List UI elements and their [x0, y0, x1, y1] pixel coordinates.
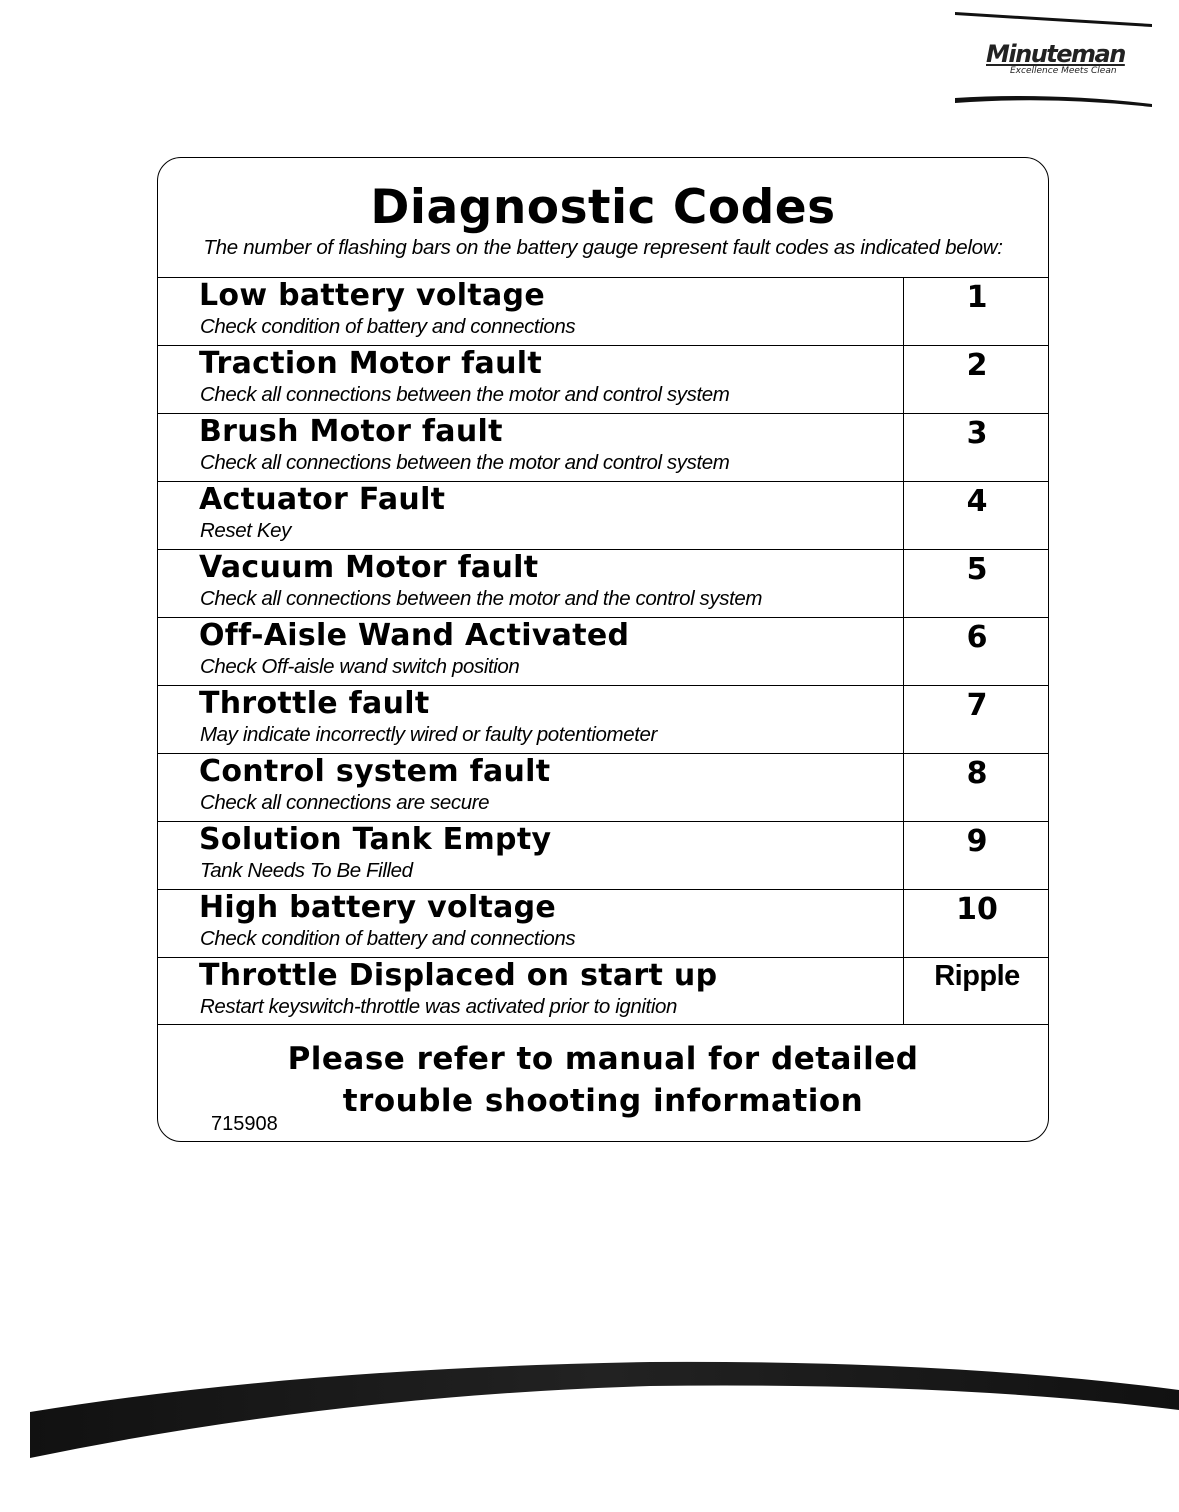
fault-name: Solution Tank Empty: [199, 822, 552, 857]
fault-description: Reset Key: [200, 519, 291, 542]
fault-name: Low battery voltage: [199, 278, 545, 313]
fault-description: Check condition of battery and connections: [200, 927, 576, 950]
table-row: [158, 277, 1048, 345]
fault-description: Tank Needs To Be Filled: [200, 859, 413, 882]
fault-code: 4: [903, 482, 1049, 549]
fault-name: Control system fault: [199, 754, 551, 789]
fault-name: Actuator Fault: [199, 482, 446, 517]
fault-code: Ripple: [903, 958, 1049, 1024]
minuteman-logo: [950, 8, 1160, 108]
footer-line-2: trouble shooting information: [342, 1083, 864, 1119]
table-row: [158, 821, 1048, 889]
fault-description: Check condition of battery and connections: [200, 315, 576, 338]
footer-line-1: Please refer to manual for detailed: [287, 1041, 919, 1077]
bottom-swoosh-graphic: [0, 1340, 1179, 1512]
fault-name: Off-Aisle Wand Activated: [199, 618, 630, 653]
fault-name: Vacuum Motor fault: [199, 550, 539, 585]
fault-description: Check all connections between the motor and control system: [200, 383, 730, 406]
diagnostic-codes-card: [157, 157, 1049, 1142]
manual-reference-note: [158, 1038, 1048, 1122]
fault-code: 6: [903, 618, 1049, 685]
table-row: [158, 957, 1048, 1025]
fault-code: 2: [903, 346, 1049, 413]
fault-description: Check all connections are secure: [200, 791, 490, 814]
page-title: Diagnostic Codes: [370, 180, 836, 235]
fault-description: Check all connections between the motor and the control system: [200, 587, 763, 610]
table-row: [158, 345, 1048, 413]
fault-code: 8: [903, 754, 1049, 821]
fault-code: 3: [903, 414, 1049, 481]
fault-description: Check Off-aisle wand switch position: [200, 655, 520, 678]
fault-name: Throttle Displaced on start up: [199, 958, 718, 993]
fault-name: High battery voltage: [199, 890, 557, 925]
diagnostic-table: [158, 277, 1048, 1025]
table-row: [158, 549, 1048, 617]
fault-description: Check all connections between the motor and control system: [200, 451, 730, 474]
table-row: [158, 889, 1048, 957]
fault-name: Traction Motor fault: [199, 346, 542, 381]
fault-code: 9: [903, 822, 1049, 889]
fault-code: 10: [903, 890, 1049, 957]
table-row: [158, 617, 1048, 685]
logo-tagline: Excellence Meets Clean: [1010, 66, 1117, 76]
fault-code: 7: [903, 686, 1049, 753]
table-row: [158, 753, 1048, 821]
fault-description: May indicate incorrectly wired or faulty potentiometer: [200, 723, 657, 746]
fault-code: 1: [903, 278, 1049, 345]
fault-name: Throttle fault: [199, 686, 430, 721]
fault-code: 5: [903, 550, 1049, 617]
part-number: 715908: [211, 1113, 278, 1135]
page-subtitle: The number of flashing bars on the battery gauge represent fault codes as indicated below:: [203, 236, 1003, 259]
fault-description: Restart keyswitch-throttle was activated prior to ignition: [200, 995, 677, 1018]
logo-brand: Minuteman: [986, 40, 1125, 68]
table-row: [158, 685, 1048, 753]
fault-name: Brush Motor fault: [199, 414, 503, 449]
table-row: [158, 481, 1048, 549]
table-row: [158, 413, 1048, 481]
